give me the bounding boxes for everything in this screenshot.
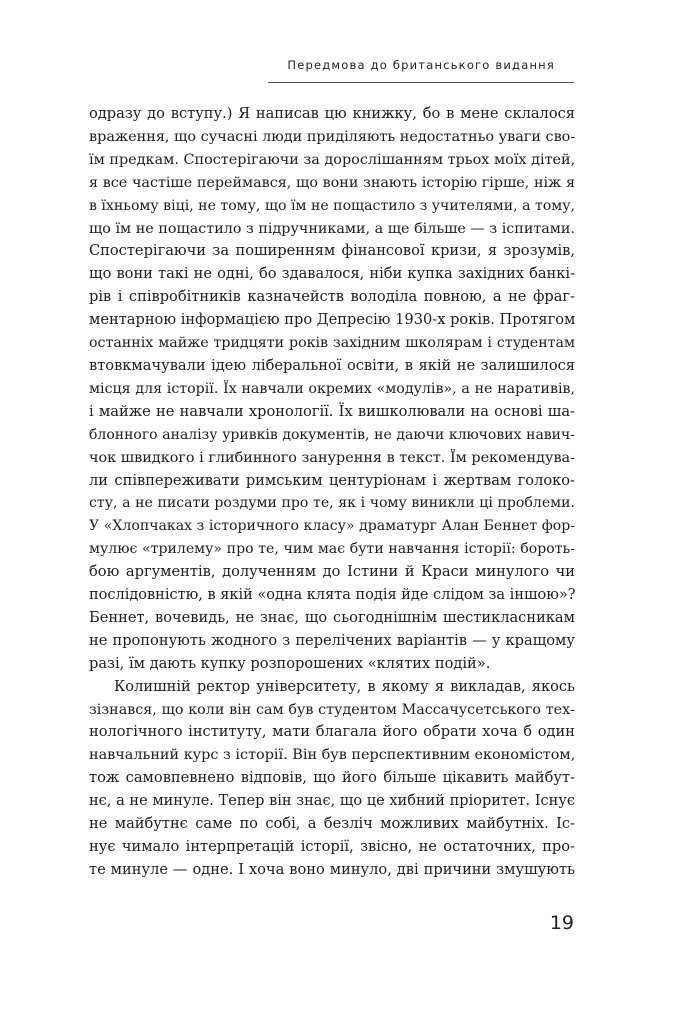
text-line: ли співпереживати римським центуріонам і жертвам голоко-: [89, 471, 575, 489]
text-line: одразу до вступу.) Я написав цю книжку, бо в мене склалося: [89, 105, 575, 122]
text-line: рів і співробітників казначейств володіла повною, а не фраг-: [89, 288, 575, 306]
running-head: Передмова до британського видання: [287, 58, 555, 72]
text-line: враження, що сучасні люди приділяють недостатньо уваги сво-: [89, 128, 575, 145]
text-line: Беннет, вочевидь, не знає, що сьогоднішнім шестикласникам: [89, 608, 575, 626]
text-line: не пропонують жодного з перелічених варіантів — у кращому: [89, 631, 575, 649]
page-number: 19: [549, 912, 574, 934]
text-line: нує чимало інтерпретацій історії, звісно, не остаточних, про-: [89, 838, 575, 855]
paragraph-2: [89, 676, 575, 882]
text-line: що їм не пощастило з підручниками, а ще більше — з іспитами.: [89, 220, 575, 237]
text-line: і майже не навчали хронології. Їх вишколювали на основі ша-: [89, 402, 575, 420]
text-line: не майбутнє саме по собі, а безліч можливих майбутніх. Іс-: [89, 815, 575, 833]
text-line: бою аргументів, долученням до Істини й Краси минулого чи: [89, 563, 575, 581]
text-line: тож самовпевнено відповів, що його більше цікавить майбут-: [89, 769, 575, 787]
text-line: Колишній ректор університету, в якому я викладав, якось: [114, 677, 575, 695]
text-line: останніх майже тридцяти років західним школярам і студентам: [89, 335, 575, 352]
text-line: їм предкам. Спостерігаючи за дорослішанням трьох моїх дітей,: [89, 151, 575, 168]
text-line: послідовністю, в якій «одна клята подія йде слідом за іншою»?: [89, 587, 575, 604]
text-line: Спостерігаючи за поширенням фінансової кризи, я зрозумів,: [89, 242, 575, 260]
text-line: У «Хлопчаках з історичного класу» драматург Алан Беннет фор-: [89, 518, 575, 535]
text-line: мулює «трилему» про те, чим має бути навчання історії: бороть-: [89, 541, 575, 558]
text-line: я все частіше переймався, що вони знають історію гірше, ніж я: [89, 174, 575, 191]
text-line: зізнався, що коли він сам був студентом Массачусетського тех-: [89, 701, 575, 718]
text-line: те минуле — одне. І хоча воно минуло, дві причини змушують: [89, 860, 575, 878]
text-line: ментарною інформацією про Депресію 1930-х років. Протягом: [89, 311, 575, 329]
text-line: чок швидкого і глибинного занурення в текст. Їм рекомендува-: [89, 449, 575, 466]
text-line: втовкмачували ідею ліберальної освіти, в якій не залишилося: [89, 356, 575, 374]
text-line: що вони такі не одні, бо здавалося, ніби купка західних банкі-: [89, 265, 575, 283]
body-text: [89, 103, 575, 882]
paragraph-1: [89, 103, 575, 676]
text-line: сту, а не писати роздуми про те, як і чому виникли ці проблеми.: [89, 495, 575, 512]
text-line: в їхньому віці, не тому, що їм не пощастило з учителями, а тому,: [89, 197, 575, 214]
text-line: навчальний курс з історії. Він був перспективним економістом,: [89, 747, 575, 764]
text-line: нє, а не минуле. Тепер він знає, що це хибний пріоритет. Існує: [89, 793, 575, 810]
text-line: місця для історії. Їх навчали окремих «модулів», а не наративів,: [89, 380, 575, 397]
text-line: разі, їм дають купку розпорошених «клятих подій».: [89, 654, 491, 672]
header-rule: [268, 82, 574, 83]
text-line: нологічного інституту, мати благала його обрати хоча б один: [89, 723, 575, 741]
text-line: блонного аналізу уривків документів, не даючи ключових навич-: [89, 426, 575, 443]
